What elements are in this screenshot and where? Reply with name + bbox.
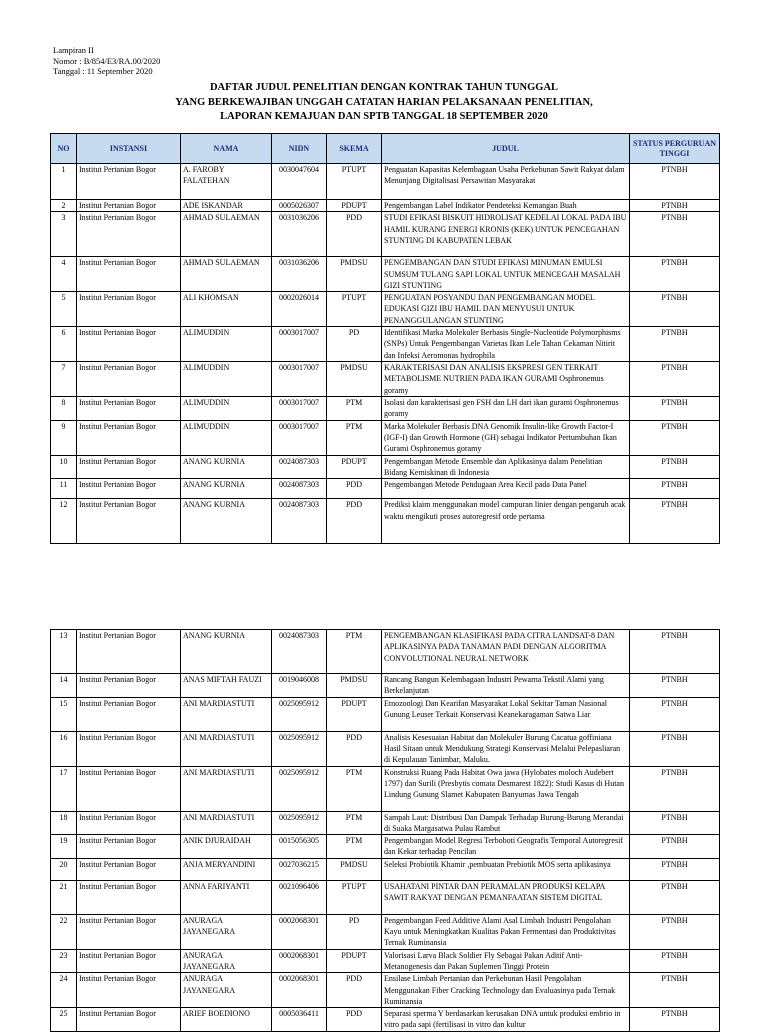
cell-judul: PENGEMBANGAN DAN STUDI EFIKASI MINUMAN EMULSI SUMSUM TULANG SAPI LOKAL UNTUK MENCEGAH MASALAH GIZI STUNTING <box>382 257 630 292</box>
cell-status: PTNBH <box>630 420 720 455</box>
cell-skema: PTM <box>327 420 382 455</box>
cell-judul: Seleksi Probiotik Khamir ,pembuatan Prebiotik MOS serta aplikasinya <box>382 858 630 880</box>
cell-status: PTNBH <box>630 397 720 421</box>
cell-nama: ANURAGA JAYANEGARA <box>181 914 272 949</box>
table-row <box>51 164 720 200</box>
cell-nidn: 0003017007 <box>272 420 327 455</box>
cell-status: PTNBH <box>630 292 720 327</box>
cell-no: 7 <box>51 362 77 397</box>
cell-nama: ANI MARDIASTUTI <box>181 697 272 731</box>
cell-status: PTNBH <box>630 1008 720 1032</box>
cell-nama: ARIEF BOEDIONO <box>181 1008 272 1032</box>
cell-judul: Identifikasi Marka Molekuler Berbasis Single-Nucleotide Polymorphisms (SNPs) Untuk Pengembangan Varietas Ikan Lele Tahan Cekaman Nitirit dan Infeksi Aeromonas hydrophila <box>382 327 630 362</box>
cell-judul: Isolasi dan karakterisasi gen FSH dan LH dari ikan gurami Osphronemus goramy <box>382 397 630 421</box>
cell-nama: ANANG KURNIA <box>181 455 272 479</box>
cell-instansi: Institut Pertanian Bogor <box>77 811 181 835</box>
cell-nama: ANURAGA JAYANEGARA <box>181 973 272 1008</box>
cell-no: 11 <box>51 479 77 499</box>
cell-status: PTNBH <box>630 973 720 1008</box>
table-row <box>51 766 720 811</box>
cell-status: PTNBH <box>630 811 720 835</box>
title-line: DAFTAR JUDUL PENELITIAN DENGAN KONTRAK TAHUN TUNGGAL <box>209 82 559 93</box>
cell-no: 20 <box>51 858 77 880</box>
cell-nama: ANURAGA JAYANEGARA <box>181 949 272 973</box>
cell-nama: AHMAD SULAEMAN <box>181 212 272 257</box>
cell-status: PTNBH <box>630 674 720 698</box>
cell-nidn: 0002068301 <box>272 949 327 973</box>
cell-nidn: 0025095912 <box>272 766 327 811</box>
cell-no: 1 <box>51 164 77 200</box>
cell-judul: Etnozoologi Dan Kearifan Masyarakat Lokal Sekitar Taman Nasional Gunung Leuser Terkait Konservasi Keanekaragaman Satwa Liar <box>382 697 630 731</box>
cell-nama: ANANG KURNIA <box>181 479 272 499</box>
cell-instansi: Institut Pertanian Bogor <box>77 292 181 327</box>
cell-nidn: 0003017007 <box>272 362 327 397</box>
cell-judul: Konstruksi Ruang Pada Habitat Owa jawa (Hylobates moloch Audebert 1797) dan Surili (Presbytis comata Desmarest 1822): Studi Kasus di Hutan Lindung Gunung Slamet Kabupaten Banyumas Jawa Tengah <box>382 766 630 811</box>
cell-judul: PENGEMBANGAN KLASIFIKASI PADA CITRA LANDSAT-8 DAN APLIKASINYA PADA TANAMAN PADI DENGAN ALGORITMA CONVOLUTIONAL NEURAL NETWORK <box>382 630 630 674</box>
cell-nama: ALI KHOMSAN <box>181 292 272 327</box>
cell-status: PTNBH <box>630 455 720 479</box>
cell-nidn: 0002026014 <box>272 292 327 327</box>
cell-nama: A. FAROBY FALATEHAN <box>181 164 272 200</box>
cell-status: PTNBH <box>630 766 720 811</box>
header-nidn: NIDN <box>272 134 327 164</box>
cell-status: PTNBH <box>630 164 720 200</box>
table-row <box>51 858 720 880</box>
title-line: LAPORAN KEMAJUAN DAN SPTB TANGGAL 18 SEPTEMBER 2020 <box>220 111 548 122</box>
cell-status: PTNBH <box>630 362 720 397</box>
cell-nidn: 0024087303 <box>272 479 327 499</box>
cell-nama: ANI MARDIASTUTI <box>181 731 272 766</box>
cell-nidn: 0003017007 <box>272 397 327 421</box>
cell-instansi: Institut Pertanian Bogor <box>77 880 181 914</box>
table-row <box>51 914 720 949</box>
cell-judul: Marka Molekuler Berbasis DNA Genomik Insulin-like Growth Factor-I (IGF-I) dan Growth Hormone (GH) sebagai Indikator Pertumbuhan Ikan Gurami Osphronemus goramy <box>382 420 630 455</box>
cell-status: PTNBH <box>630 200 720 212</box>
cell-nama: ANANG KURNIA <box>181 499 272 544</box>
cell-judul: KARAKTERISASI DAN ANALISIS EKSPRESI GEN TERKAIT METABOLISME NUTRIEN PADA IKAN GURAMI Osphronemus goramy <box>382 362 630 397</box>
cell-nidn: 0024087303 <box>272 499 327 544</box>
cell-nama: ALIMUDDIN <box>181 420 272 455</box>
cell-nidn: 0025095912 <box>272 697 327 731</box>
cell-nama: ANIK DJURAIDAH <box>181 835 272 859</box>
cell-nidn: 0015056305 <box>272 835 327 859</box>
cell-status: PTNBH <box>630 858 720 880</box>
table-row <box>51 212 720 257</box>
cell-status: PTNBH <box>630 880 720 914</box>
table-row <box>51 479 720 499</box>
cell-status: PTNBH <box>630 630 720 674</box>
cell-judul: Ensilase Limbah Pertanian dan Perkebunan Hasil Pengolahan Menggunakan Fiber Cracking Technology dan Evaluasinya pada Ternak Ruminansia <box>382 973 630 1008</box>
table-row <box>51 674 720 698</box>
table-row <box>51 697 720 731</box>
table-row <box>51 949 720 973</box>
cell-skema: PDD <box>327 499 382 544</box>
cell-no: 8 <box>51 397 77 421</box>
cell-nidn: 0031036206 <box>272 212 327 257</box>
cell-instansi: Institut Pertanian Bogor <box>77 479 181 499</box>
table-row <box>51 973 720 1008</box>
cell-nidn: 0019046008 <box>272 674 327 698</box>
cell-judul: Pengembangan Model Regresi Terboboti Geografis Temporal Autoregresif dan Kekar terhadap Pencilan <box>382 835 630 859</box>
cell-nidn: 0025095912 <box>272 811 327 835</box>
table-row <box>51 362 720 397</box>
table-header-row <box>51 134 720 164</box>
header-status: STATUS PERGURUAN TINGGI <box>630 134 720 164</box>
cell-judul: PENGUATAN POSYANDU DAN PENGEMBANGAN MODEL EDUKASI GIZI IBU HAMIL DAN MENYUSUI UNTUK PENANGGULANGAN STUNTING <box>382 292 630 327</box>
cell-no: 10 <box>51 455 77 479</box>
header-nama: NAMA <box>181 134 272 164</box>
document-meta <box>53 45 160 77</box>
cell-judul: Prediksi klaim menggunakan model campuran linier dengan pengaruh acak waktu mengikuti proses autoregresif orde pertama <box>382 499 630 544</box>
cell-judul: Pengembangan Label Indikator Pendeteksi Kemangan Buah <box>382 200 630 212</box>
cell-nidn: 0030047604 <box>272 164 327 200</box>
cell-skema: PTUPT <box>327 880 382 914</box>
header-skema: SKEMA <box>327 134 382 164</box>
cell-nama: ALIMUDDIN <box>181 397 272 421</box>
cell-status: PTNBH <box>630 731 720 766</box>
cell-skema: PMDSU <box>327 674 382 698</box>
header-judul: JUDUL <box>382 134 630 164</box>
cell-nama: ANANG KURNIA <box>181 630 272 674</box>
table-row <box>51 257 720 292</box>
cell-skema: PTM <box>327 397 382 421</box>
table-row <box>51 455 720 479</box>
cell-instansi: Institut Pertanian Bogor <box>77 731 181 766</box>
cell-instansi: Institut Pertanian Bogor <box>77 766 181 811</box>
cell-nama: ALIMUDDIN <box>181 327 272 362</box>
cell-nama: ADE ISKANDAR <box>181 200 272 212</box>
nomor-label: Nomor : B/854/E3/RA.00/2020 <box>53 55 161 66</box>
cell-skema: PDD <box>327 973 382 1008</box>
cell-skema: PTUPT <box>327 164 382 200</box>
cell-nidn: 0005026307 <box>272 200 327 212</box>
cell-judul: Sampah Laut: Distribusi Dan Dampak Terhadap Burung-Burung Merandai di Suaka Margasatwa Pulau Rambut <box>382 811 630 835</box>
cell-instansi: Institut Pertanian Bogor <box>77 949 181 973</box>
table-row <box>51 630 720 674</box>
cell-nidn: 0024087303 <box>272 630 327 674</box>
research-table-part-2 <box>50 629 720 1032</box>
cell-instansi: Institut Pertanian Bogor <box>77 164 181 200</box>
cell-no: 22 <box>51 914 77 949</box>
cell-instansi: Institut Pertanian Bogor <box>77 914 181 949</box>
cell-instansi: Institut Pertanian Bogor <box>77 835 181 859</box>
cell-skema: PMDSU <box>327 362 382 397</box>
cell-skema: PDUPT <box>327 949 382 973</box>
table-row <box>51 880 720 914</box>
header-no: NO <box>51 134 77 164</box>
table-row <box>51 835 720 859</box>
cell-nidn: 0031036206 <box>272 257 327 292</box>
cell-status: PTNBH <box>630 212 720 257</box>
cell-no: 19 <box>51 835 77 859</box>
cell-status: PTNBH <box>630 479 720 499</box>
cell-judul: USAHATANI PINTAR DAN PERAMALAN PRODUKSI KELAPA SAWIT RAKYAT DENGAN PEMANFAATAN SISTEM DIGITAL <box>382 880 630 914</box>
cell-instansi: Institut Pertanian Bogor <box>77 1008 181 1032</box>
cell-nidn: 0003017007 <box>272 327 327 362</box>
cell-judul: Pengembangan Metode Pendugaan Area Kecil pada Data Panel <box>382 479 630 499</box>
cell-judul: Rancang Bangun Kelembagaan Industri Pewarna Tekstil Alami yang Berkelanjutan <box>382 674 630 698</box>
cell-status: PTNBH <box>630 697 720 731</box>
cell-skema: PDUPT <box>327 455 382 479</box>
cell-nidn: 0002068301 <box>272 914 327 949</box>
cell-no: 24 <box>51 973 77 1008</box>
cell-instansi: Institut Pertanian Bogor <box>77 697 181 731</box>
cell-no: 5 <box>51 292 77 327</box>
cell-nidn: 0027036215 <box>272 858 327 880</box>
cell-skema: PTM <box>327 835 382 859</box>
cell-no: 16 <box>51 731 77 766</box>
cell-skema: PDD <box>327 1008 382 1032</box>
table-row <box>51 811 720 835</box>
cell-instansi: Institut Pertanian Bogor <box>77 212 181 257</box>
table-row <box>51 397 720 421</box>
cell-skema: PTM <box>327 811 382 835</box>
cell-nama: ANJA MERYANDINI <box>181 858 272 880</box>
cell-instansi: Institut Pertanian Bogor <box>77 499 181 544</box>
cell-nidn: 0025095912 <box>272 731 327 766</box>
cell-no: 25 <box>51 1008 77 1032</box>
cell-judul: Valorisasi Larva Black Soldier Fly Sebagai Pakan Aditif Anti-Metanogenesis dan Pakan Suplemen Tinggi Protein <box>382 949 630 973</box>
cell-status: PTNBH <box>630 257 720 292</box>
cell-instansi: Institut Pertanian Bogor <box>77 630 181 674</box>
cell-skema: PD <box>327 327 382 362</box>
table-row <box>51 499 720 544</box>
cell-skema: PMDSU <box>327 257 382 292</box>
cell-nidn: 0021096406 <box>272 880 327 914</box>
table-row <box>51 420 720 455</box>
cell-instansi: Institut Pertanian Bogor <box>77 200 181 212</box>
cell-instansi: Institut Pertanian Bogor <box>77 397 181 421</box>
cell-no: 6 <box>51 327 77 362</box>
cell-skema: PTM <box>327 630 382 674</box>
table-row <box>51 731 720 766</box>
cell-skema: PDD <box>327 479 382 499</box>
lampiran-label: Lampiran II <box>53 45 94 55</box>
cell-no: 4 <box>51 257 77 292</box>
cell-no: 13 <box>51 630 77 674</box>
tanggal-label: Tanggal : 11 September 2020 <box>53 66 153 76</box>
title-line: YANG BERKEWAJIBAN UNGGAH CATATAN HARIAN PELAKSANAAN PENELITIAN, <box>175 96 593 108</box>
cell-skema: PDD <box>327 731 382 766</box>
header-instansi: INSTANSI <box>77 134 181 164</box>
cell-instansi: Institut Pertanian Bogor <box>77 362 181 397</box>
cell-instansi: Institut Pertanian Bogor <box>77 674 181 698</box>
cell-skema: PTM <box>327 766 382 811</box>
research-table-part-1 <box>50 133 720 544</box>
cell-nidn: 0002068301 <box>272 973 327 1008</box>
cell-nama: AHMAD SULAEMAN <box>181 257 272 292</box>
cell-instansi: Institut Pertanian Bogor <box>77 973 181 1008</box>
document-title <box>0 81 768 125</box>
cell-judul: Separasi sperma Y berdasarkan kerusakan DNA untuk produksi embrio in vitro pada sapi (fertilisasi in vitro dan kultur <box>382 1008 630 1032</box>
cell-status: PTNBH <box>630 835 720 859</box>
cell-status: PTNBH <box>630 499 720 544</box>
cell-no: 17 <box>51 766 77 811</box>
cell-instansi: Institut Pertanian Bogor <box>77 455 181 479</box>
table-row <box>51 292 720 327</box>
cell-nidn: 0024087303 <box>272 455 327 479</box>
cell-judul: Pengembangan Metode Ensemble dan Aplikasinya dalam Penelitian Bidang Kemiskinan di Indonesia <box>382 455 630 479</box>
cell-no: 15 <box>51 697 77 731</box>
cell-no: 18 <box>51 811 77 835</box>
cell-skema: PDUPT <box>327 200 382 212</box>
cell-judul: Analisis Kesesuaian Habitat dan Molekuler Burung Cacatua goffiniana Hasil Sitaan untuk Mendukung Strategi Konservasi Melalui Pelepasliaran di Kepulauan Tanimbar, Maluku. <box>382 731 630 766</box>
cell-judul: Penguatan Kapasitas Kelembagaan Usaha Perkebunan Sawit Rakyat dalam Menunjang Digitalisasi Persawitan Masyarakat <box>382 164 630 200</box>
cell-judul: Pengembangan Feed Additive Alami Asal Limbah Industri Pengolahan Kayu untuk Meningkatkan Kualitas Pakan Fermentasi dan Produktivitas Ternak Ruminansia <box>382 914 630 949</box>
cell-skema: PMDSU <box>327 858 382 880</box>
cell-judul: STUDI EFIKASI BISKUIT HIDROLISAT KEDELAI LOKAL PADA IBU HAMIL KURANG ENERGI KRONIS (KEK) UNTUK PENCEGAHAN STUNTING DI KABUPATEN LEBAK <box>382 212 630 257</box>
cell-skema: PD <box>327 914 382 949</box>
cell-skema: PDD <box>327 212 382 257</box>
cell-skema: PDUPT <box>327 697 382 731</box>
cell-instansi: Institut Pertanian Bogor <box>77 327 181 362</box>
cell-no: 21 <box>51 880 77 914</box>
table-row <box>51 327 720 362</box>
cell-instansi: Institut Pertanian Bogor <box>77 257 181 292</box>
cell-status: PTNBH <box>630 914 720 949</box>
cell-nama: ALIMUDDIN <box>181 362 272 397</box>
cell-no: 9 <box>51 420 77 455</box>
cell-status: PTNBH <box>630 327 720 362</box>
cell-instansi: Institut Pertanian Bogor <box>77 858 181 880</box>
cell-instansi: Institut Pertanian Bogor <box>77 420 181 455</box>
cell-no: 23 <box>51 949 77 973</box>
cell-no: 12 <box>51 499 77 544</box>
cell-no: 14 <box>51 674 77 698</box>
cell-nama: ANI MARDIASTUTI <box>181 766 272 811</box>
table-row <box>51 1008 720 1032</box>
table-row <box>51 200 720 212</box>
cell-no: 2 <box>51 200 77 212</box>
cell-nama: ANNA FARIYANTI <box>181 880 272 914</box>
cell-status: PTNBH <box>630 949 720 973</box>
cell-nama: ANAS MIFTAH FAUZI <box>181 674 272 698</box>
cell-nama: ANI MARDIASTUTI <box>181 811 272 835</box>
cell-no: 3 <box>51 212 77 257</box>
cell-skema: PTUPT <box>327 292 382 327</box>
cell-nidn: 0005036411 <box>272 1008 327 1032</box>
